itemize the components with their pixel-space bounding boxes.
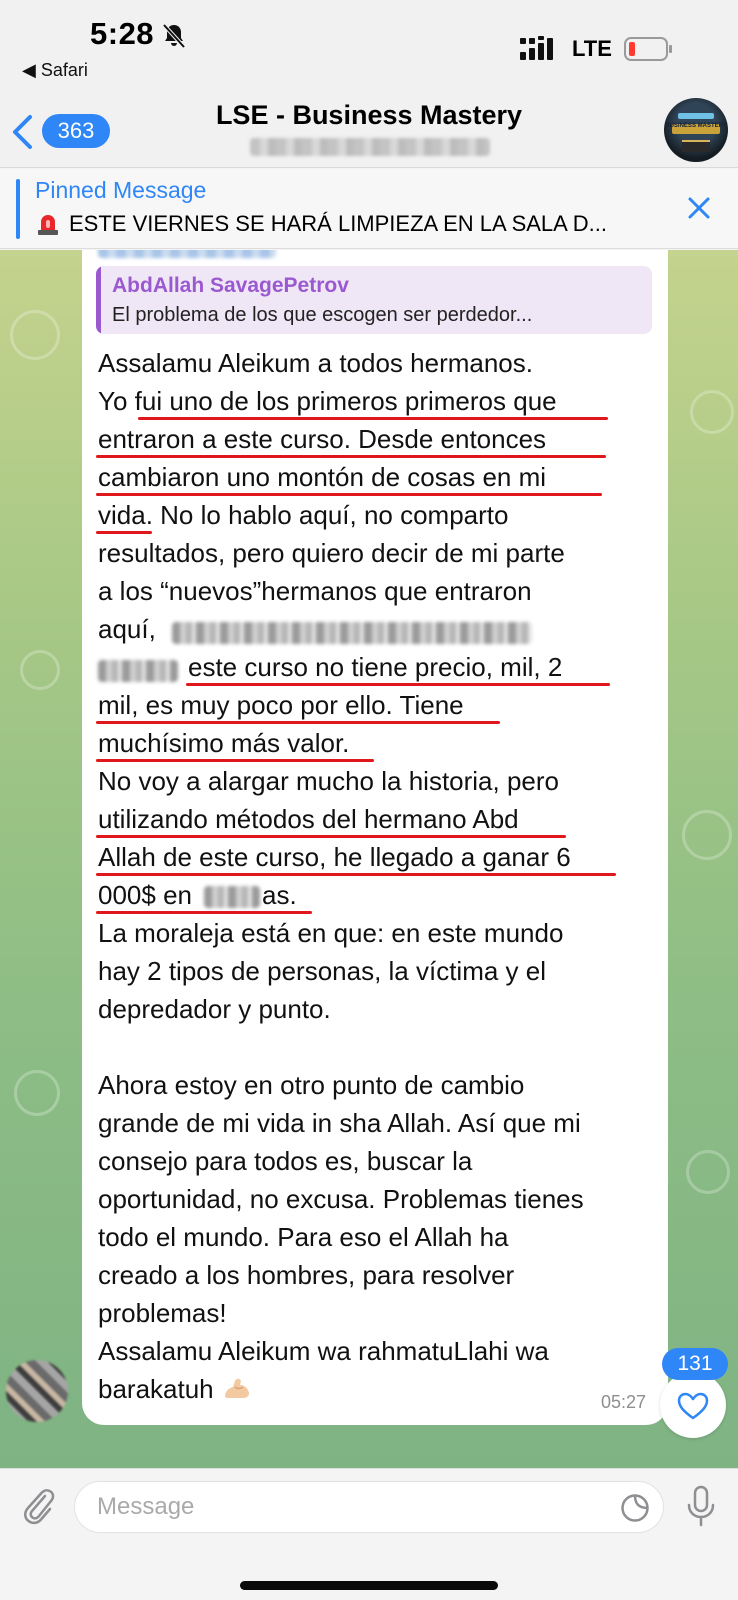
message-bubble[interactable] [82, 250, 668, 1425]
group-avatar[interactable] [664, 98, 728, 162]
message-line-last [98, 1374, 253, 1405]
message-line: Ahora estoy en otro punto de cambio [98, 1070, 525, 1100]
pinned-text: ESTE VIERNES SE HARÁ LIMPIEZA EN LA SALA D... [69, 211, 607, 236]
close-icon[interactable] [684, 193, 714, 223]
highlight-underline [96, 493, 602, 496]
message-line: Assalamu Aleikum a todos hermanos. [98, 348, 533, 378]
background-doodle [686, 1150, 730, 1194]
reply-text: El problema de los que escogen ser perdedor... [112, 304, 533, 326]
background-doodle [10, 310, 60, 360]
background-doodle [14, 1070, 60, 1116]
message-line: La moraleja está en que: en este mundo [98, 918, 564, 948]
flexed-biceps-icon [221, 1375, 253, 1401]
message-line: hay 2 tipos de personas, la víctima y el [98, 956, 547, 986]
reaction-button[interactable] [660, 1372, 726, 1438]
message-line: a los “nuevos”hermanos que entraron [98, 576, 532, 606]
background-doodle [20, 650, 60, 690]
microphone-icon[interactable] [686, 1485, 716, 1529]
background-doodle [682, 810, 732, 860]
message-line: problemas! [98, 1298, 227, 1328]
redacted-text [98, 660, 178, 682]
highlight-underline [96, 759, 374, 762]
highlight-underline [96, 911, 312, 914]
message-line: 000$ en [98, 880, 192, 910]
highlight-underline [96, 835, 566, 838]
background-doodle [690, 390, 734, 434]
chat-subtitle-redacted [250, 138, 490, 156]
message-line: entraron a este curso. Desde entonces [98, 424, 547, 454]
message-line: depredador y punto. [98, 994, 331, 1024]
pinned-indicator [16, 179, 20, 239]
redacted-text [204, 886, 260, 908]
pinned-message[interactable] [0, 169, 738, 249]
message-line: resultados, pero quiero decir de mi parte [98, 538, 565, 568]
battery-icon [624, 37, 674, 61]
forwarded-sender-redacted [98, 250, 276, 258]
highlight-underline [96, 531, 152, 534]
message-input-bar [0, 1468, 738, 1600]
message-line: No voy a alargar mucho la historia, pero [98, 766, 560, 796]
highlight-underline [138, 417, 608, 420]
highlight-underline [96, 455, 606, 458]
avatar-label: BUSINESS MASTERY [665, 123, 727, 129]
message-line: as. [262, 880, 297, 910]
bell-slash-icon [160, 22, 188, 50]
pinned-text-row [35, 211, 675, 237]
message-line: utilizando métodos del hermano Abd [98, 804, 519, 834]
message-line: mil, es muy poco por ello. Tiene [98, 690, 464, 720]
chat-area[interactable] [0, 250, 738, 1468]
highlight-underline [96, 721, 500, 724]
message-line: Yo fui uno de los primeros primeros que [98, 386, 557, 416]
pinned-title: Pinned Message [35, 177, 207, 203]
message-input[interactable] [74, 1481, 664, 1533]
signal-icon [520, 36, 560, 62]
chevron-left-icon [10, 114, 36, 150]
back-button[interactable] [10, 112, 106, 152]
message-line: aquí, [98, 614, 156, 644]
unread-count-badge: 363 [42, 114, 110, 148]
message-line: vida. No lo hablo aquí, no comparto [98, 500, 509, 530]
reaction-count-badge: 131 [662, 1348, 728, 1380]
heart-icon [677, 1391, 709, 1421]
back-to-safari[interactable]: ◀ Safari [22, 60, 88, 80]
reply-preview[interactable] [96, 266, 652, 334]
paperclip-icon[interactable] [20, 1487, 56, 1527]
redacted-text [172, 622, 532, 644]
message-time: 05:27 [600, 1392, 646, 1412]
status-time: 5:28 [90, 16, 155, 51]
message-line: todo el mundo. Para eso el Allah ha [98, 1222, 509, 1252]
avatar-decoration [678, 113, 714, 119]
message-line: cambiaron uno montón de cosas en mi [98, 462, 547, 492]
chat-title[interactable]: LSE - Business Mastery [215, 100, 523, 130]
highlight-underline [96, 873, 616, 876]
message-text: barakatuh [98, 1374, 214, 1404]
message-line: creado a los hombres, para resolver [98, 1260, 515, 1290]
message-line: oportunidad, no excusa. Problemas tienes [98, 1184, 584, 1214]
message-line: consejo para todos es, buscar la [98, 1146, 473, 1176]
highlight-underline [186, 683, 610, 686]
home-indicator[interactable] [240, 1581, 498, 1590]
sender-avatar[interactable] [6, 1360, 68, 1422]
siren-icon [35, 211, 61, 235]
network-type: LTE [572, 36, 612, 61]
message-line: grande de mi vida in sha Allah. Así que mi [98, 1108, 581, 1138]
reply-sender: AbdAllah SavagePetrov [112, 274, 349, 297]
sticker-icon[interactable] [620, 1493, 650, 1523]
message-line: este curso no tiene precio, mil, 2 [188, 652, 563, 682]
message-line: Assalamu Aleikum wa rahmatuLlahi wa [98, 1336, 549, 1366]
chat-header [0, 90, 738, 168]
reply-indicator [96, 266, 101, 334]
message-line: muchísimo más valor. [98, 728, 350, 758]
status-bar [0, 0, 738, 90]
avatar-building [682, 140, 710, 152]
message-line: Allah de este curso, he llegado a ganar 6 [98, 842, 571, 872]
